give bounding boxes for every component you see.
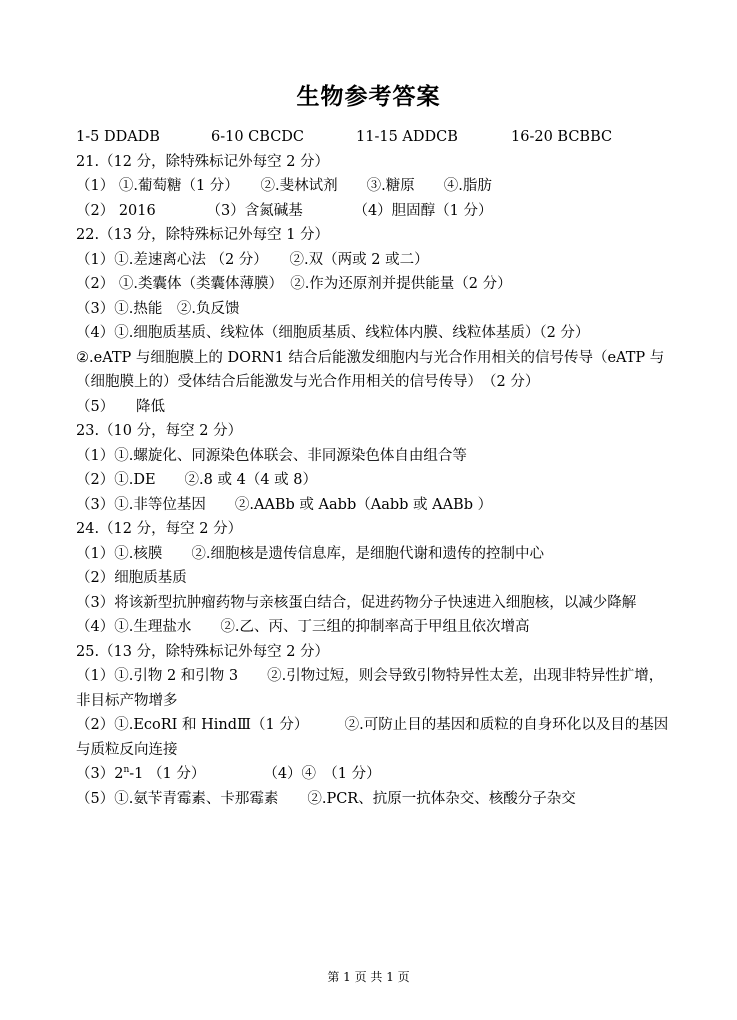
q25-part3-exponent: n — [123, 765, 130, 776]
q21-header: 21.（12 分，除特殊标记外每空 2 分） — [76, 153, 330, 170]
q23-part1: （1）①.螺旋化、同源染色体联会、非同源染色体自由组合等 — [76, 447, 467, 464]
q22-part2: （2） ①.类囊体（类囊体薄膜） ②.作为还原剂并提供能量（2 分） — [76, 276, 512, 292]
q25-header: 25.（13 分，除特殊标记外每空 2 分） — [76, 643, 330, 660]
q23-part2: （2）①.DE ②.8 或 4（4 或 8） — [76, 472, 317, 488]
q25-part5: （5）①.氨苄青霉素、卡那霉素 ②.PCR、抗原一抗体杂交、核酸分子杂交 — [76, 790, 576, 807]
mcq-group-4: 16-20 BCBBC — [511, 129, 613, 145]
q22-part4-b: ②.eATP 与细胞膜上的 DORN1 结合后能激发细胞内与光合作用相关的信号传导（eATP 与（细胞膜上的）受体结合后能激发与光合作用相关的信号传导） （2 分） — [76, 349, 665, 390]
q25-part3-prefix: （3）2 — [76, 766, 124, 782]
answer-content — [76, 125, 676, 811]
mcq-group-1: 1-5 DDADB — [76, 129, 160, 145]
q23-header: 23.（10 分，每空 2 分） — [76, 423, 243, 439]
q24-part4: （4）①.生理盐水 ②.乙、丙、丁三组的抑制率高于甲组且依次增高 — [76, 619, 530, 635]
mcq-group-2: 6-10 CBCDC — [211, 129, 305, 145]
q21-part1: （1） ①.葡萄糖（1 分） ②.斐林试剂 ③.糖原 ④.脂肪 — [76, 178, 492, 194]
q24-header: 24.（12 分，每空 2 分） — [76, 521, 243, 537]
q25-part1: （1）①.引物 2 和引物 3 ②.引物过短，则会导致引物特异性太差，出现非特异性扩增，非目标产物增多 — [76, 668, 664, 709]
q24-part2: （2）细胞质基质 — [76, 570, 187, 586]
q24-part1: （1）①.核膜 ②.细胞核是遗传信息库，是细胞代谢和遗传的控制中心 — [76, 545, 544, 562]
q24-part3: （3）将该新型抗肿瘤药物与亲核蛋白结合，促进药物分子快速进入细胞核，以减少降解 — [76, 594, 637, 611]
page-title: 生物参考答案 — [296, 83, 441, 110]
q22-part1: （1）①.差速离心法 （2 分） ②.双（两或 2 或二） — [76, 251, 429, 268]
q25-part3 — [76, 762, 676, 787]
q25-part3-suffix: -1 （1 分） （4）④ （1 分） — [129, 766, 381, 782]
mcq-answers — [76, 125, 676, 150]
q22-part5: （5） 降低 — [76, 398, 165, 415]
q23-part3: （3）①.非等位基因 ②.AABb 或 Aabb（Aabb 或 AABb ） — [76, 496, 493, 513]
q22-part4: （4）①.细胞质基质、线粒体（细胞质基质、线粒体内膜、线粒体基质）（2 分） — [76, 325, 590, 341]
q21-part2: （2） 2016 （3）含氮碱基 （4）胆固醇（1 分） — [76, 202, 493, 219]
q25-part2: （2）①.EcoRI 和 HindⅢ（1 分） ②.可防止目的基因和质粒的自身环化以及目的基因与质粒反向连接 — [76, 717, 669, 758]
q22-header: 22.（13 分，除特殊标记外每空 1 分） — [76, 227, 330, 243]
page-footer: 第 1 页 共 1 页 — [327, 970, 410, 984]
mcq-group-3: 11-15 ADDCB — [356, 129, 458, 145]
q22-part3: （3）①.热能 ②.负反馈 — [76, 300, 240, 317]
